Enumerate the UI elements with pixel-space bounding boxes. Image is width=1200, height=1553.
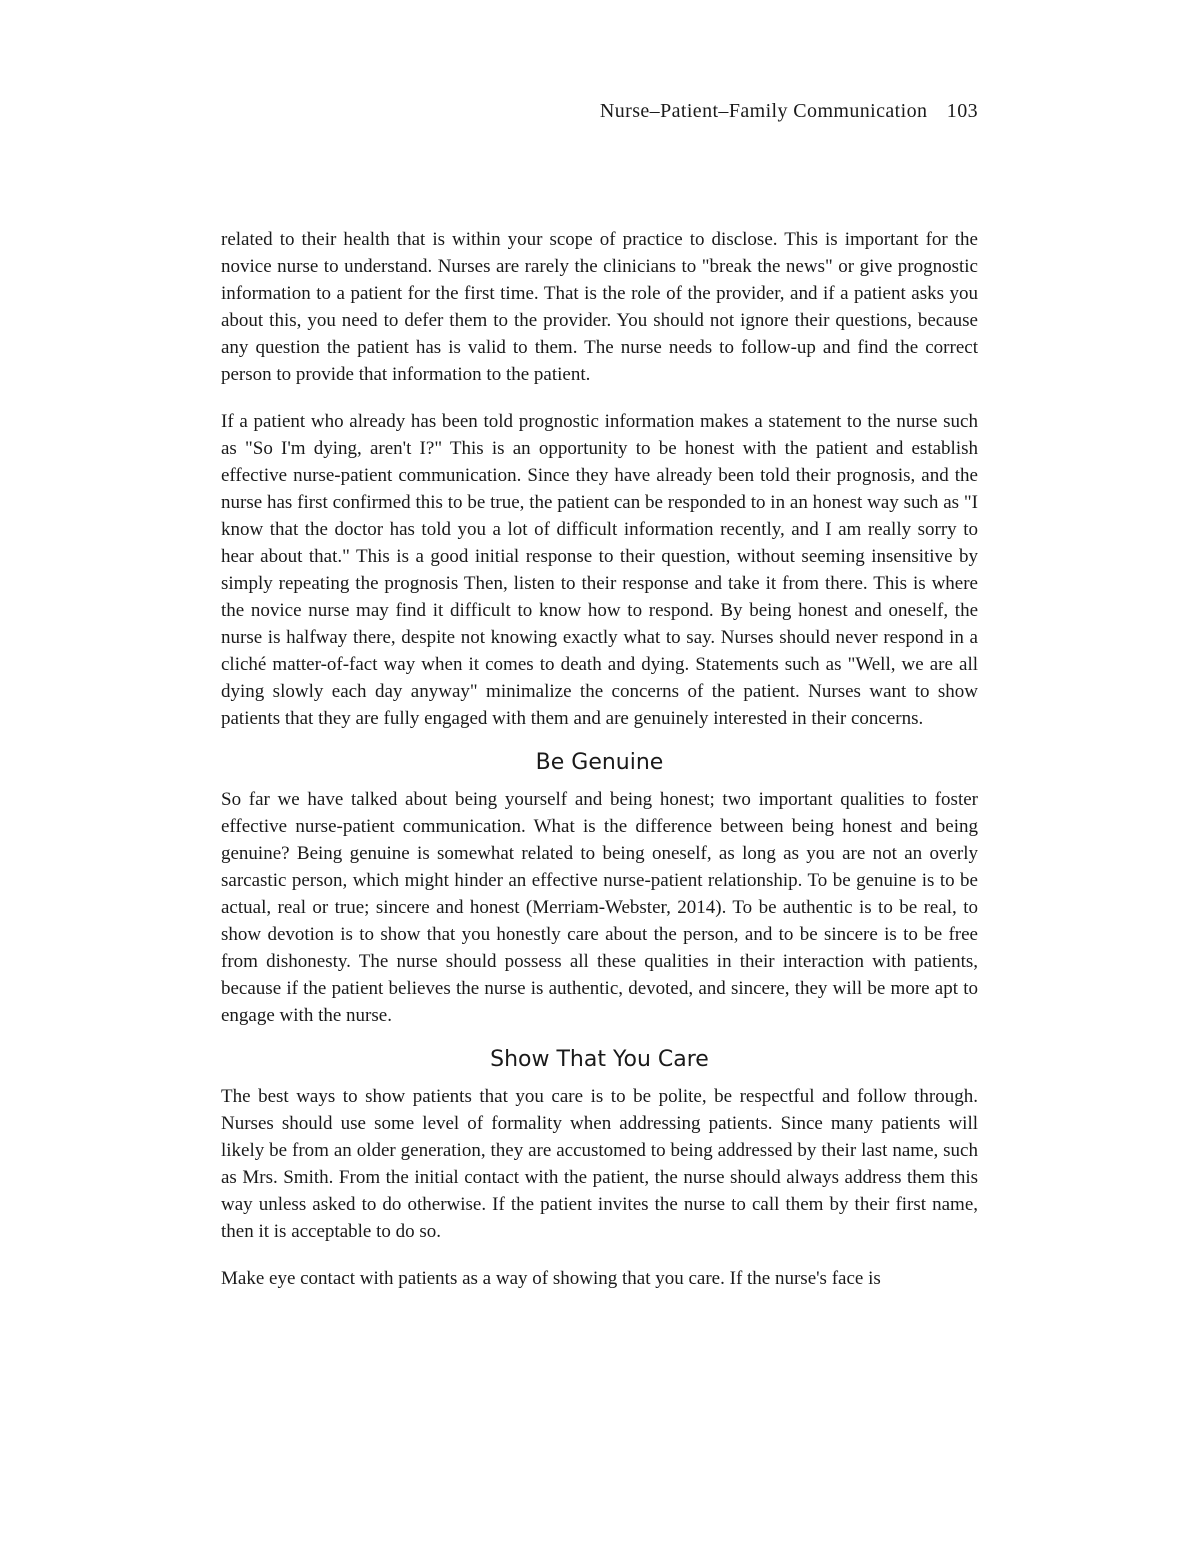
paragraph-prognostic-information: If a patient who already has been told prognostic information makes a statement to the nurse such as "So I'm dying, aren't I?" This is an opportunity to be honest with the patient and establish effective nurse-patient communication. Since they have already been told their prognosis, and the nurse has first confirmed this to be true, the patient can be responded to in an honest way such as "I know that the doctor has told you a lot of difficult information recently, and I am really sorry to hear about that." This is a good initial response to their question, without seeming insensitive by simply repeating the prognosis Then, listen to their response and take it from there. This is where the novice nurse may find it difficult to know how to respond. By being honest and oneself, the nurse is halfway there, despite not knowing exactly what to say. Nurses should never respond in a cliché matter-of-fact way when it comes to death and dying. Statements such as "Well, we are all dying slowly each day anyway" minimalize the concerns of the patient. Nurses want to show patients that they are fully engaged with them and are genuinely interested in their concerns. xyxy=(221,411,978,729)
body-text xyxy=(221,226,978,1292)
paragraph-be-genuine: So far we have talked about being yourself and being honest; two important qualities to foster effective nurse-patient communication. What is the difference between being honest and being genuine? Being genuine is somewhat related to being oneself, as long as you are not an overly sarcastic person, which might hinder an effective nurse-patient relationship. To be genuine is to be actual, real or true; sincere and honest (Merriam-Webster, 2014). To be authentic is to be real, to show devotion is to show that you honestly care about the person, and to be sincere is to be free from dishonesty. The nurse should possess all these qualities in their interaction with patients, because if the patient believes the nurse is authentic, devoted, and sincere, they will be more apt to engage with the nurse. xyxy=(221,789,978,1026)
running-header xyxy=(600,100,978,123)
running-title: Nurse–Patient–Family Communication xyxy=(599,100,928,122)
page-number: 103 xyxy=(946,100,978,122)
paragraph-show-that-you-care: The best ways to show patients that you care is to be polite, be respectful and follow through. Nurses should use some level of formality when addressing patients. Since many patients will likely be from an older generation, they are accustomed to being addressed by their last name, such as Mrs. Smith. From the initial contact with the patient, the nurse should always address them this way unless asked to do otherwise. If the patient invites the nurse to call them by their first name, then it is acceptable to do so. xyxy=(221,1086,978,1242)
paragraph-scope-of-practice: related to their health that is within your scope of practice to disclose. This is important for the novice nurse to understand. Nurses are rarely the clinicians to "break the news" or give prognostic information to a patient for the first time. That is the role of the provider, and if a patient asks you about this, you need to defer them to the provider. You should not ignore their questions, because any question the patient has is valid to them. The nurse needs to follow-up and find the correct person to provide that information to the patient. xyxy=(221,229,978,385)
heading-be-genuine: Be Genuine xyxy=(535,750,664,775)
heading-show-that-you-care: Show That You Care xyxy=(490,1047,709,1072)
paragraph-eye-contact: Make eye contact with patients as a way of showing that you care. If the nurse's face is xyxy=(221,1268,881,1289)
